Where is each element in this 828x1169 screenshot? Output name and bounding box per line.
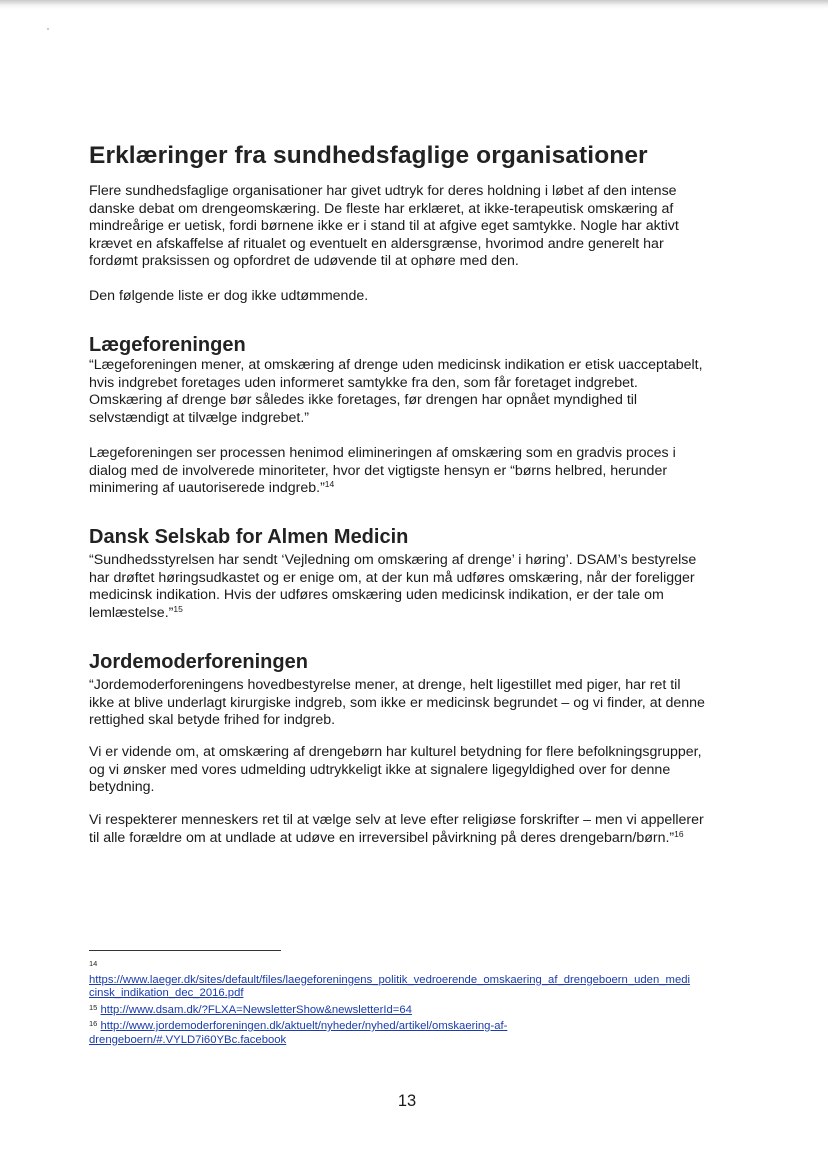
text-line: ikke at blive underlagt kirurgiske indgreb, som ikke er medicinsk begrundet – og vi finder, at denne [89, 694, 705, 711]
text-line: Lægeforeningen ser processen henimod elimineringen af omskæring som en gradvis proces i [89, 445, 676, 461]
text-line [89, 480, 737, 498]
text-line-content: til alle forældre om at undlade at udøve en irreversibel påvirkning på deres drengebarn/børn.” [89, 829, 675, 846]
footnote-16 [89, 1017, 737, 1034]
footnote-16-line2 [89, 1034, 737, 1048]
footnote-ref-16[interactable]: 16 [674, 828, 684, 839]
jordemoder-closing [89, 812, 737, 847]
intro-note [89, 288, 737, 306]
section-heading-jordemoderforeningen: Jordemoderforeningen [89, 651, 308, 673]
intro-line: Flere sundhedsfaglige organisationer har givet udtryk for deres holdning i løbet af den intense [89, 183, 677, 199]
intro-line: krævet en afskaffelse af ritualet og eventuelt en aldersgrænse, hvorimod andre generelt har [89, 235, 664, 252]
text-line: medicinsk indikation. Hvis der udføres omskæring uden medicinsk indikation, er der tale om [89, 587, 664, 603]
text-line: “Sundhedsstyrelsen har sendt ‘Vejledning om omskæring af drenge’ i høring’. DSAM’s bestyrelse [89, 552, 697, 568]
text-line: og vi ønsker med vores udmelding udtrykkeligt ikke at signalere ligegyldighed over for denne [89, 761, 671, 778]
text-line: “Lægeforeningen mener, at omskæring af drenge uden medicinsk indikation er etisk uacceptabelt, [89, 357, 703, 373]
footnote-14-line1 [89, 974, 737, 988]
section-heading-dsam: Dansk Selskab for Almen Medicin [89, 526, 409, 548]
footnote-15-link[interactable]: http://www.dsam.dk/?FLXA=NewsletterShow&newsletterId=64 [100, 1003, 412, 1016]
intro-line: danske debat om drengeomskæring. De fleste har erklæret, at ikke-terapeutisk omskæring af [89, 200, 674, 217]
footnote-15 [89, 1001, 737, 1018]
footnote-14-link[interactable]: https://www.laeger.dk/sites/default/files/laegeforeningens_politik_vedroerende_omskaering_af_drengeboern_uden_medi [89, 973, 691, 986]
jordemoder-paragraph [89, 744, 737, 797]
footnote-16-link-cont[interactable]: drengeboern/#.VYLD7i60YBc.facebook [89, 1033, 287, 1046]
text-line: Vi er vidende om, at omskæring af drengebørn har kulturel betydning for flere befolkningsgrupper, [89, 744, 702, 760]
footnote-14-line2 [89, 987, 737, 1001]
footnote-ref-15[interactable]: 15 [173, 603, 183, 614]
intro-paragraph [89, 183, 737, 271]
page-number: 13 [397, 1092, 417, 1110]
text-line-content: lemlæstelse.” [89, 604, 174, 621]
jordemoder-quote [89, 677, 737, 730]
footnote-16-link[interactable]: http://www.jordemoderforeningen.dk/aktuelt/nyheder/nyhed/artikel/omskaering-af- [100, 1020, 508, 1032]
scan-top-edge [0, 0, 828, 9]
intro-note-text: Den følgende liste er dog ikke udtømmende. [89, 288, 369, 304]
intro-line: mindreårige er uetisk, fordi børnene ikke er i stand til at afgive eget samtykke. Nogle har aktivt [89, 218, 679, 234]
footnotes [89, 957, 737, 1047]
text-line: har drøftet høringsudkastet og er enige om, at der kun må udføres omskæring, når der foreligger [89, 569, 695, 586]
intro-line: fordømt praksissen og opfordret de udøvende til at ophøre med den. [89, 253, 519, 269]
section-heading-laegeforeningen: Lægeforeningen [89, 334, 246, 356]
laegeforeningen-paragraph [89, 445, 737, 498]
dsam-quote [89, 552, 737, 622]
footnote-number: 16 [89, 1019, 98, 1028]
footnote-14-number [89, 957, 737, 974]
text-line: selvstændigt at tilvælge indgrebet.” [89, 409, 310, 426]
page-title: Erklæringer fra sundhedsfaglige organisationer [89, 142, 648, 169]
footnote-number: 15 [89, 1002, 98, 1012]
scan-speck [47, 28, 49, 30]
text-line: Vi respekterer menneskers ret til at vælge selv at leve efter religiøse forskrifter – men vi appellerer [89, 812, 704, 828]
text-line-content: minimering af uautoriserede indgreb.” [89, 480, 325, 496]
footnote-number: 14 [89, 959, 98, 968]
text-line: rettighed skal betyde frihed for indgreb. [89, 712, 336, 728]
footnote-separator [89, 950, 281, 951]
footnote-14-link-cont[interactable]: cinsk_indikation_dec_2016.pdf [89, 987, 244, 999]
text-line: “Jordemoderforeningens hovedbestyrelse mener, at drenge, helt ligestillet med piger, har ret til [89, 677, 681, 693]
text-line [89, 605, 737, 623]
text-line: dialog med de involverede minoriteter, hvor det vigtigste hensyn er “børns helbred, herunder [89, 462, 668, 479]
text-line: betydning. [89, 779, 155, 795]
footnote-ref-14[interactable]: 14 [324, 479, 335, 489]
text-line: Omskæring af drenge bør således ikke foretages, før drengen har opnået myndighed til [89, 392, 638, 408]
text-line [89, 830, 737, 848]
laegeforeningen-quote [89, 357, 737, 427]
text-line: hvis indgrebet foretages uden informeret samtykke fra den, som får foretaget indgrebet. [89, 374, 638, 391]
